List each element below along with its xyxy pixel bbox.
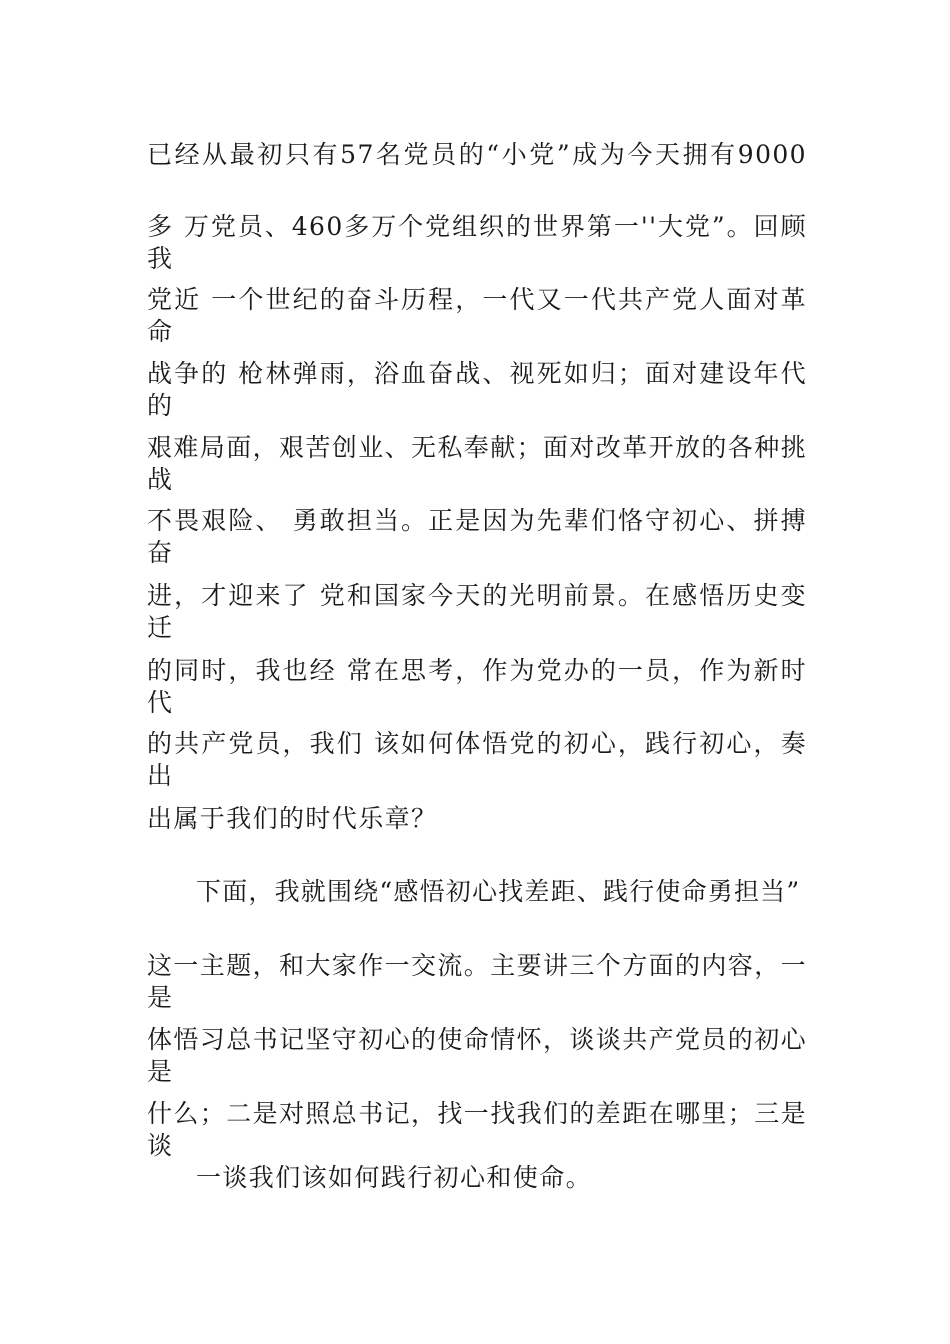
paragraph-line: 艰难局面，艰苦创业、无私奉献；面对改革开放的各种挑战 (147, 433, 808, 494)
paragraph-line: 一谈我们该如何践行初心和使命。 (196, 1163, 593, 1192)
paragraph-line: 出属于我们的时代乐章？ (147, 804, 438, 833)
paragraph-line: 党近 一个世纪的奋斗历程，一代又一代共产党人面对革命 (147, 285, 807, 346)
paragraph-line: 进，才迎来了 党和国家今天的光明前景。在感悟历史变迁 (147, 581, 807, 642)
paragraph-line: 什么；二是对照总书记，找一找我们的差距在哪里；三是谈 (147, 1099, 808, 1160)
paragraph-line: 的共产党员，我们 该如何体悟党的初心，践行初心，奏出 (147, 729, 807, 790)
paragraph-line: 战争的 枪林弹雨，浴血奋战、视死如归；面对建设年代的 (147, 359, 807, 420)
paragraph-line: 多 万党员、460多万个党组织的世界第一''大党”。回顾我 (147, 212, 807, 273)
paragraph-line: 体悟习总书记坚守初心的使命情怀，谈谈共产党员的初心是 (147, 1025, 808, 1086)
paragraph-line: 的同时，我也经 常在思考，作为党办的一员，作为新时代 (147, 656, 807, 717)
paragraph-line: 已经从最初只有57名党员的“小党”成为今天拥有9000 (147, 140, 807, 169)
paragraph-line: 这一主题，和大家作一交流。主要讲三个方面的内容，一是 (147, 951, 808, 1012)
paragraph-line: 下面，我就围绕“感悟初心找差距、践行使命勇担当” (196, 877, 801, 906)
paragraph-line: 不畏艰险、 勇敢担当。正是因为先辈们恪守初心、拼搏奋 (147, 506, 807, 567)
